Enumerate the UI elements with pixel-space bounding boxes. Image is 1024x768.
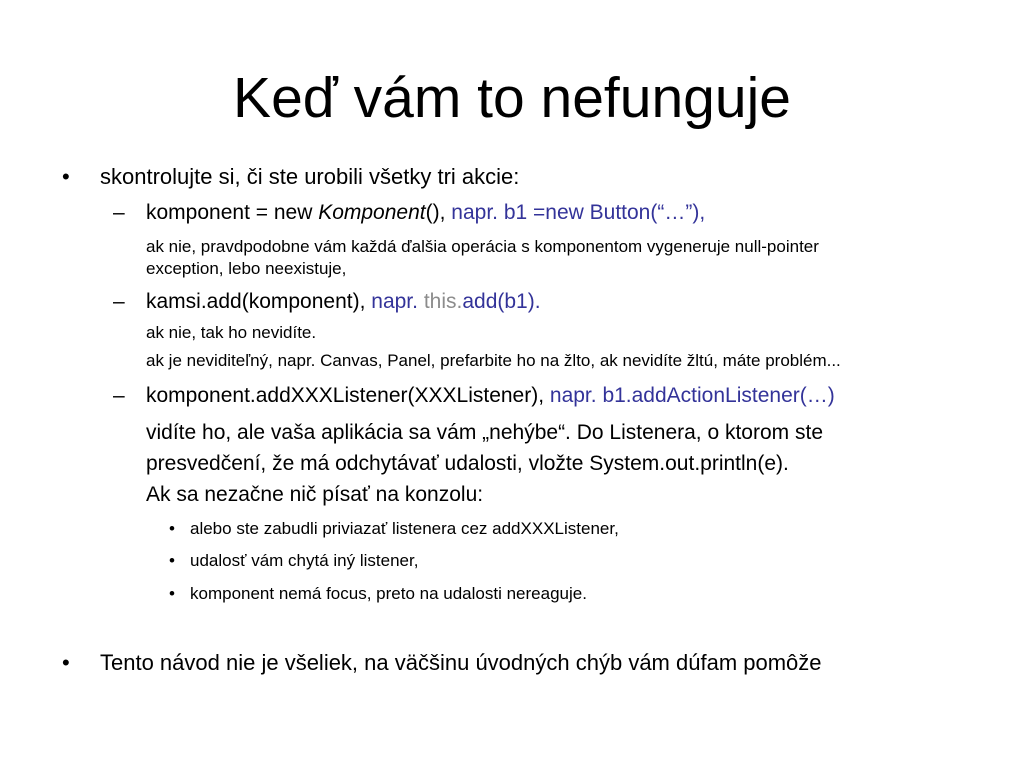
bullet-marker: • [62,650,70,675]
reason-item: komponent nemá focus, preto na udalosti nereaguje. [190,584,587,603]
dash-marker: – [113,201,125,224]
constructor-note-line-1: ak nie, pravdpodobne vám každá ďalšia operácia s komponentom vygeneruje null-pointer [146,237,819,256]
small-bullet-marker: • [169,584,175,603]
constructor-example: napr. b1 =new Button(“…”), [445,201,706,224]
bullet-item-1: skontrolujte si, či ste urobili všetky tri akcie: [100,164,520,189]
dash-marker: – [113,290,125,313]
sub-item-add [146,289,541,315]
constructor-class-name: Komponent [318,201,426,224]
small-bullet-marker: • [169,551,175,570]
listener-paragraph-line-1: vidíte ho, ale vaša aplikácia sa vám „nehýbe“. Do Listenera, o ktorom ste [146,421,824,444]
sub-item-constructor [146,200,705,226]
small-bullet-marker: • [169,519,175,538]
slide-title: Keď vám to nefunguje [233,66,791,130]
reason-item: alebo ste zabudli priviazať listenera cez addXXXListener, [190,519,619,538]
add-example-prefix: napr. [365,290,424,313]
listener-paragraph-line-3: Ak sa nezačne nič písať na konzolu: [146,483,484,506]
constructor-parens: (), [425,201,446,224]
bullet-item-2: Tento návod nie je všeliek, na väčšinu úvodných chýb vám dúfam pomôže [100,650,822,675]
add-note-1: ak nie, tak ho nevidíte. [146,323,317,342]
bullet-marker: • [62,164,70,189]
reason-item: udalosť vám chytá iný listener, [190,551,419,570]
sub-item-listener [146,383,835,409]
constructor-note-line-2: exception, lebo neexistuje, [146,259,347,278]
constructor-code: komponent = new [146,201,319,224]
add-code: kamsi.add(komponent), [146,290,366,313]
listener-paragraph-line-2: presvedčení, že má odchytávať udalosti, vložte System.out.println(e). [146,452,789,475]
listener-code: komponent.addXXXListener(XXXListener), [146,384,545,407]
add-example-call: add(b1). [462,290,541,313]
listener-example: napr. b1.addActionListener(…) [544,384,835,407]
dash-marker: – [113,384,125,407]
add-note-2: ak je neviditeľný, napr. Canvas, Panel, prefarbite ho na žlto, ak nevidíte žltú, máte problém... [146,351,841,370]
add-example-this: this. [423,290,463,313]
